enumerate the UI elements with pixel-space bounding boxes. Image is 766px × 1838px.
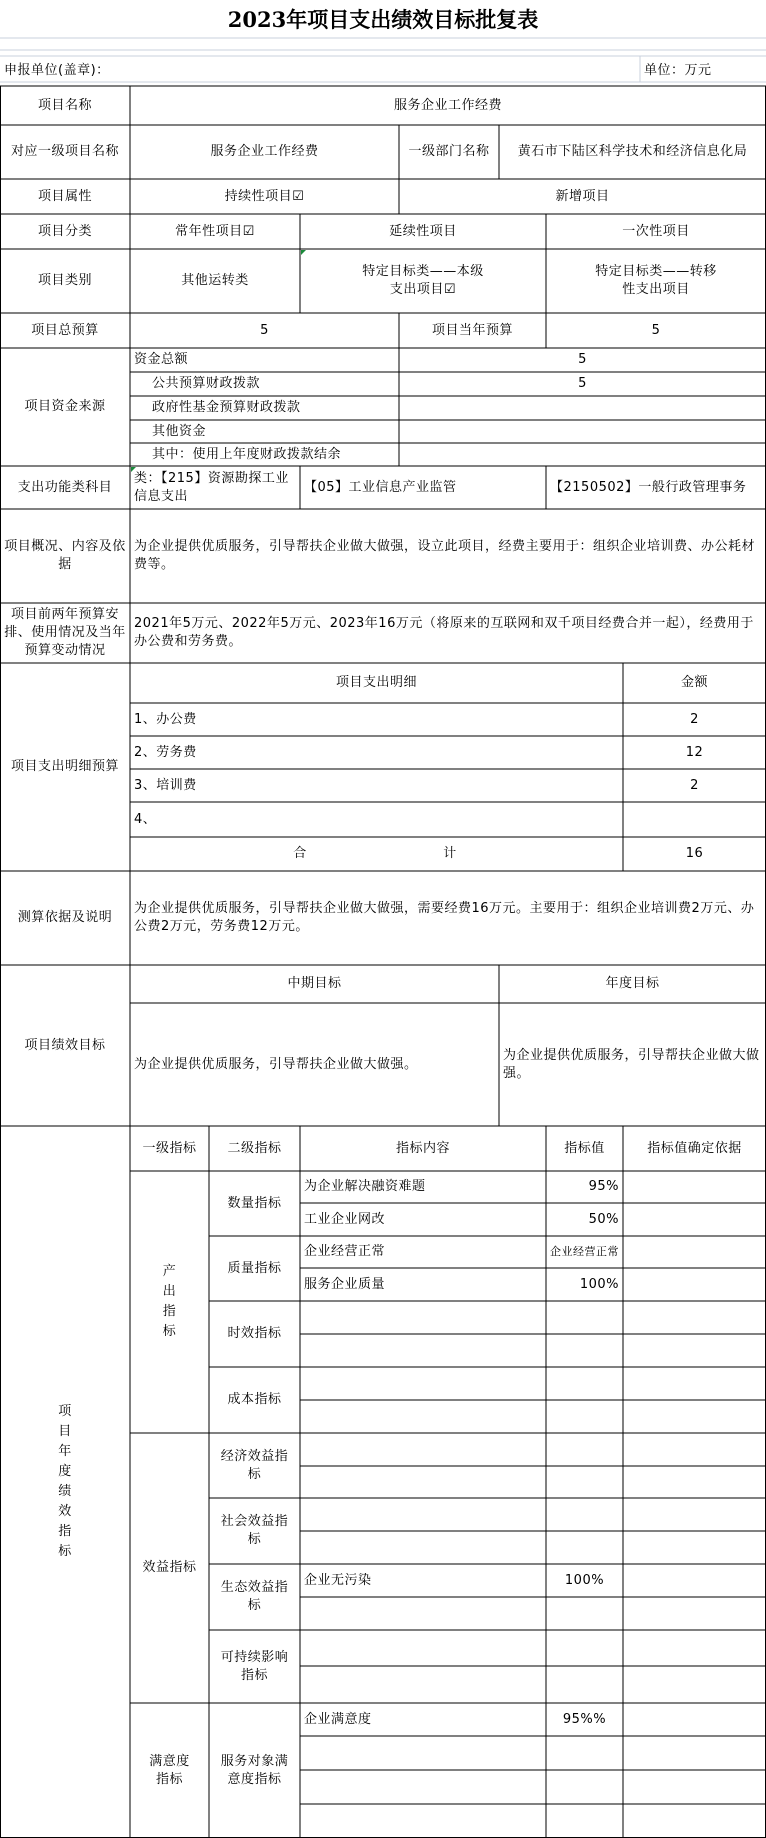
level1-project-label: 对应一级项目名称 <box>10 144 119 159</box>
ind-header-level2: 二级指标 <box>227 1140 282 1156</box>
detail-budget-label: 项目支出明细预算 <box>10 759 119 774</box>
history-label: 项目前两年预算安排、使用情况及当年预算变动情况 <box>4 607 126 658</box>
function-subject-section: 【2150502】一般行政管理事务 <box>550 479 747 495</box>
mid-term-goal-label: 中期目标 <box>287 976 342 991</box>
indicator-content: 为企业解决融资难题 <box>304 1179 426 1194</box>
calc-basis-text: 为企业提供优质服务，引导帮扶企业做大做强，需要经费16万元。主要用于：组织企业培训费2万元、办公费2万元，劳务费12万元。 <box>134 901 755 934</box>
detail-row-item: 1、办公费 <box>134 711 197 727</box>
detail-row-amount <box>623 802 766 837</box>
detail-col-item: 项目支出明细 <box>335 675 417 690</box>
ind-header-basis: 指标值确定依据 <box>647 1140 742 1156</box>
ind-header-value: 指标值 <box>564 1140 605 1156</box>
indicator-value: 企业经营正常 <box>550 1245 619 1258</box>
detail-row-amount: 12 <box>685 744 704 760</box>
funding-total-name: 资金总额 <box>134 352 189 367</box>
indicator-content: 企业经营正常 <box>304 1244 386 1259</box>
sustainable-impact-label: 可持续影响指标 <box>220 1649 289 1683</box>
reporting-unit-label: 申报单位(盖章)： <box>4 63 110 78</box>
form-title: 2023年项目支出绩效目标批复表 <box>227 7 539 32</box>
detail-col-amount: 金额 <box>680 675 708 690</box>
annual-goal-label: 年度目标 <box>605 976 660 991</box>
total-budget-value: 5 <box>260 322 269 338</box>
total-budget-label: 项目总预算 <box>31 322 99 338</box>
perf-goal-label: 项目绩效目标 <box>24 1037 106 1053</box>
project-type-label: 项目类别 <box>37 273 92 288</box>
category-onetime: 一次性项目 <box>622 223 690 239</box>
cost-indicator-label: 成本指标 <box>227 1392 282 1407</box>
type-special-level: 特定目标类——本级支出项目☑ <box>362 264 484 297</box>
funding-other-name: 其他资金 <box>152 423 207 439</box>
detail-total-label-b: 计 <box>443 846 457 861</box>
annual-goal-text: 为企业提供优质服务，引导帮扶企业做大做强。 <box>503 1047 760 1081</box>
indicator-value: 95% <box>588 1179 619 1194</box>
quality-indicator-label: 质量指标 <box>227 1260 282 1276</box>
ind-header-content: 指标内容 <box>395 1140 450 1156</box>
project-name-label: 项目名称 <box>37 97 92 113</box>
cell-note-marker <box>131 467 136 472</box>
indicator-content: 服务企业质量 <box>304 1276 386 1292</box>
indicator-content: 企业满意度 <box>304 1711 372 1727</box>
detail-total-label-a: 合 <box>293 846 307 861</box>
function-subject-class: 类：【215】资源勘探工业信息支出 <box>134 470 289 504</box>
history-text: 2021年5万元、2022年5万元、2023年16万元（将原来的互联网和双千项目经费合并一起），经费用于办公费和劳务费。 <box>134 616 754 649</box>
indicator-content: 企业无污染 <box>304 1572 372 1588</box>
funding-surplus-name: 其中：使用上年度财政拨款结余 <box>152 446 342 462</box>
year-budget-label: 项目当年预算 <box>431 322 513 338</box>
attr-new: 新增项目 <box>555 188 610 204</box>
year-budget-value: 5 <box>651 322 661 338</box>
unit-label: 单位：万元 <box>644 63 712 78</box>
funding-source-label: 项目资金来源 <box>24 399 106 414</box>
type-special-transfer: 特定目标类——转移性支出项目 <box>595 264 717 297</box>
level1-project-value: 服务企业工作经费 <box>210 144 319 159</box>
category-regular: 常年性项目☑ <box>175 223 255 239</box>
funding-other-value <box>399 420 766 443</box>
economic-benefit-label: 经济效益指标 <box>220 1448 289 1482</box>
funding-surplus-value <box>399 443 766 466</box>
detail-row-item: 4、 <box>134 811 157 827</box>
social-benefit-label: 社会效益指标 <box>220 1514 289 1547</box>
department-label: 一级部门名称 <box>408 144 490 159</box>
detail-row-amount: 2 <box>690 777 699 793</box>
department-value: 黄石市下陆区科学技术和经济信息化局 <box>517 144 748 159</box>
indicator-value: 100% <box>564 1572 605 1588</box>
detail-row-item: 3、培训费 <box>134 777 197 793</box>
attr-continuing: 持续性项目☑ <box>224 188 305 204</box>
funding-gov-fund-value <box>399 396 766 420</box>
overview-text: 为企业提供优质服务，引导帮扶企业做大做强，设立此项目，经费主要用于：组织企业培训费、办公耗材费等。 <box>134 539 756 572</box>
detail-row-amount: 2 <box>690 711 699 727</box>
type-other-operation: 其他运转类 <box>181 273 249 288</box>
project-category-label: 项目分类 <box>37 223 92 239</box>
indicator-value: 95%% <box>562 1711 607 1727</box>
project-name-value: 服务企业工作经费 <box>393 97 502 113</box>
ecological-benefit-label: 生态效益指标 <box>220 1580 289 1613</box>
timeliness-indicator-label: 时效指标 <box>227 1326 282 1341</box>
category-extended: 延续性项目 <box>389 223 457 239</box>
calc-basis-label: 测算依据及说明 <box>17 910 113 925</box>
annual-indicators-label: 项目年度绩效指标 <box>58 1404 72 1559</box>
funding-gov-fund-name: 政府性基金预算财政拨款 <box>152 400 301 415</box>
detail-row-item: 2、劳务费 <box>134 744 197 760</box>
service-satisfaction-label: 服务对象满意度指标 <box>220 1753 289 1787</box>
benefit-indicator-label: 效益指标 <box>142 1560 197 1575</box>
funding-public-value: 5 <box>578 376 587 391</box>
indicator-content: 工业企业网改 <box>304 1211 386 1227</box>
funding-total-value: 5 <box>578 352 587 367</box>
satisfaction-indicator-label: 满意度指标 <box>149 1753 190 1787</box>
mid-term-goal-text: 为企业提供优质服务，引导帮扶企业做大做强。 <box>134 1056 418 1072</box>
indicator-value: 100% <box>579 1276 619 1292</box>
output-indicator-label: 产出指标 <box>162 1264 177 1339</box>
quantity-indicator-label: 数量指标 <box>227 1195 282 1211</box>
overview-label: 项目概况、内容及依据 <box>4 539 126 572</box>
ind-header-level1: 一级指标 <box>142 1140 197 1156</box>
function-subject-item: 【05】工业信息产业监管 <box>304 479 457 495</box>
cell-note-marker <box>301 250 306 255</box>
project-attr-label: 项目属性 <box>37 188 92 204</box>
funding-public-name: 公共预算财政拨款 <box>152 376 261 391</box>
indicator-value: 50% <box>588 1211 619 1227</box>
function-subject-label: 支出功能类科目 <box>17 479 113 495</box>
detail-total-value: 16 <box>685 846 704 861</box>
